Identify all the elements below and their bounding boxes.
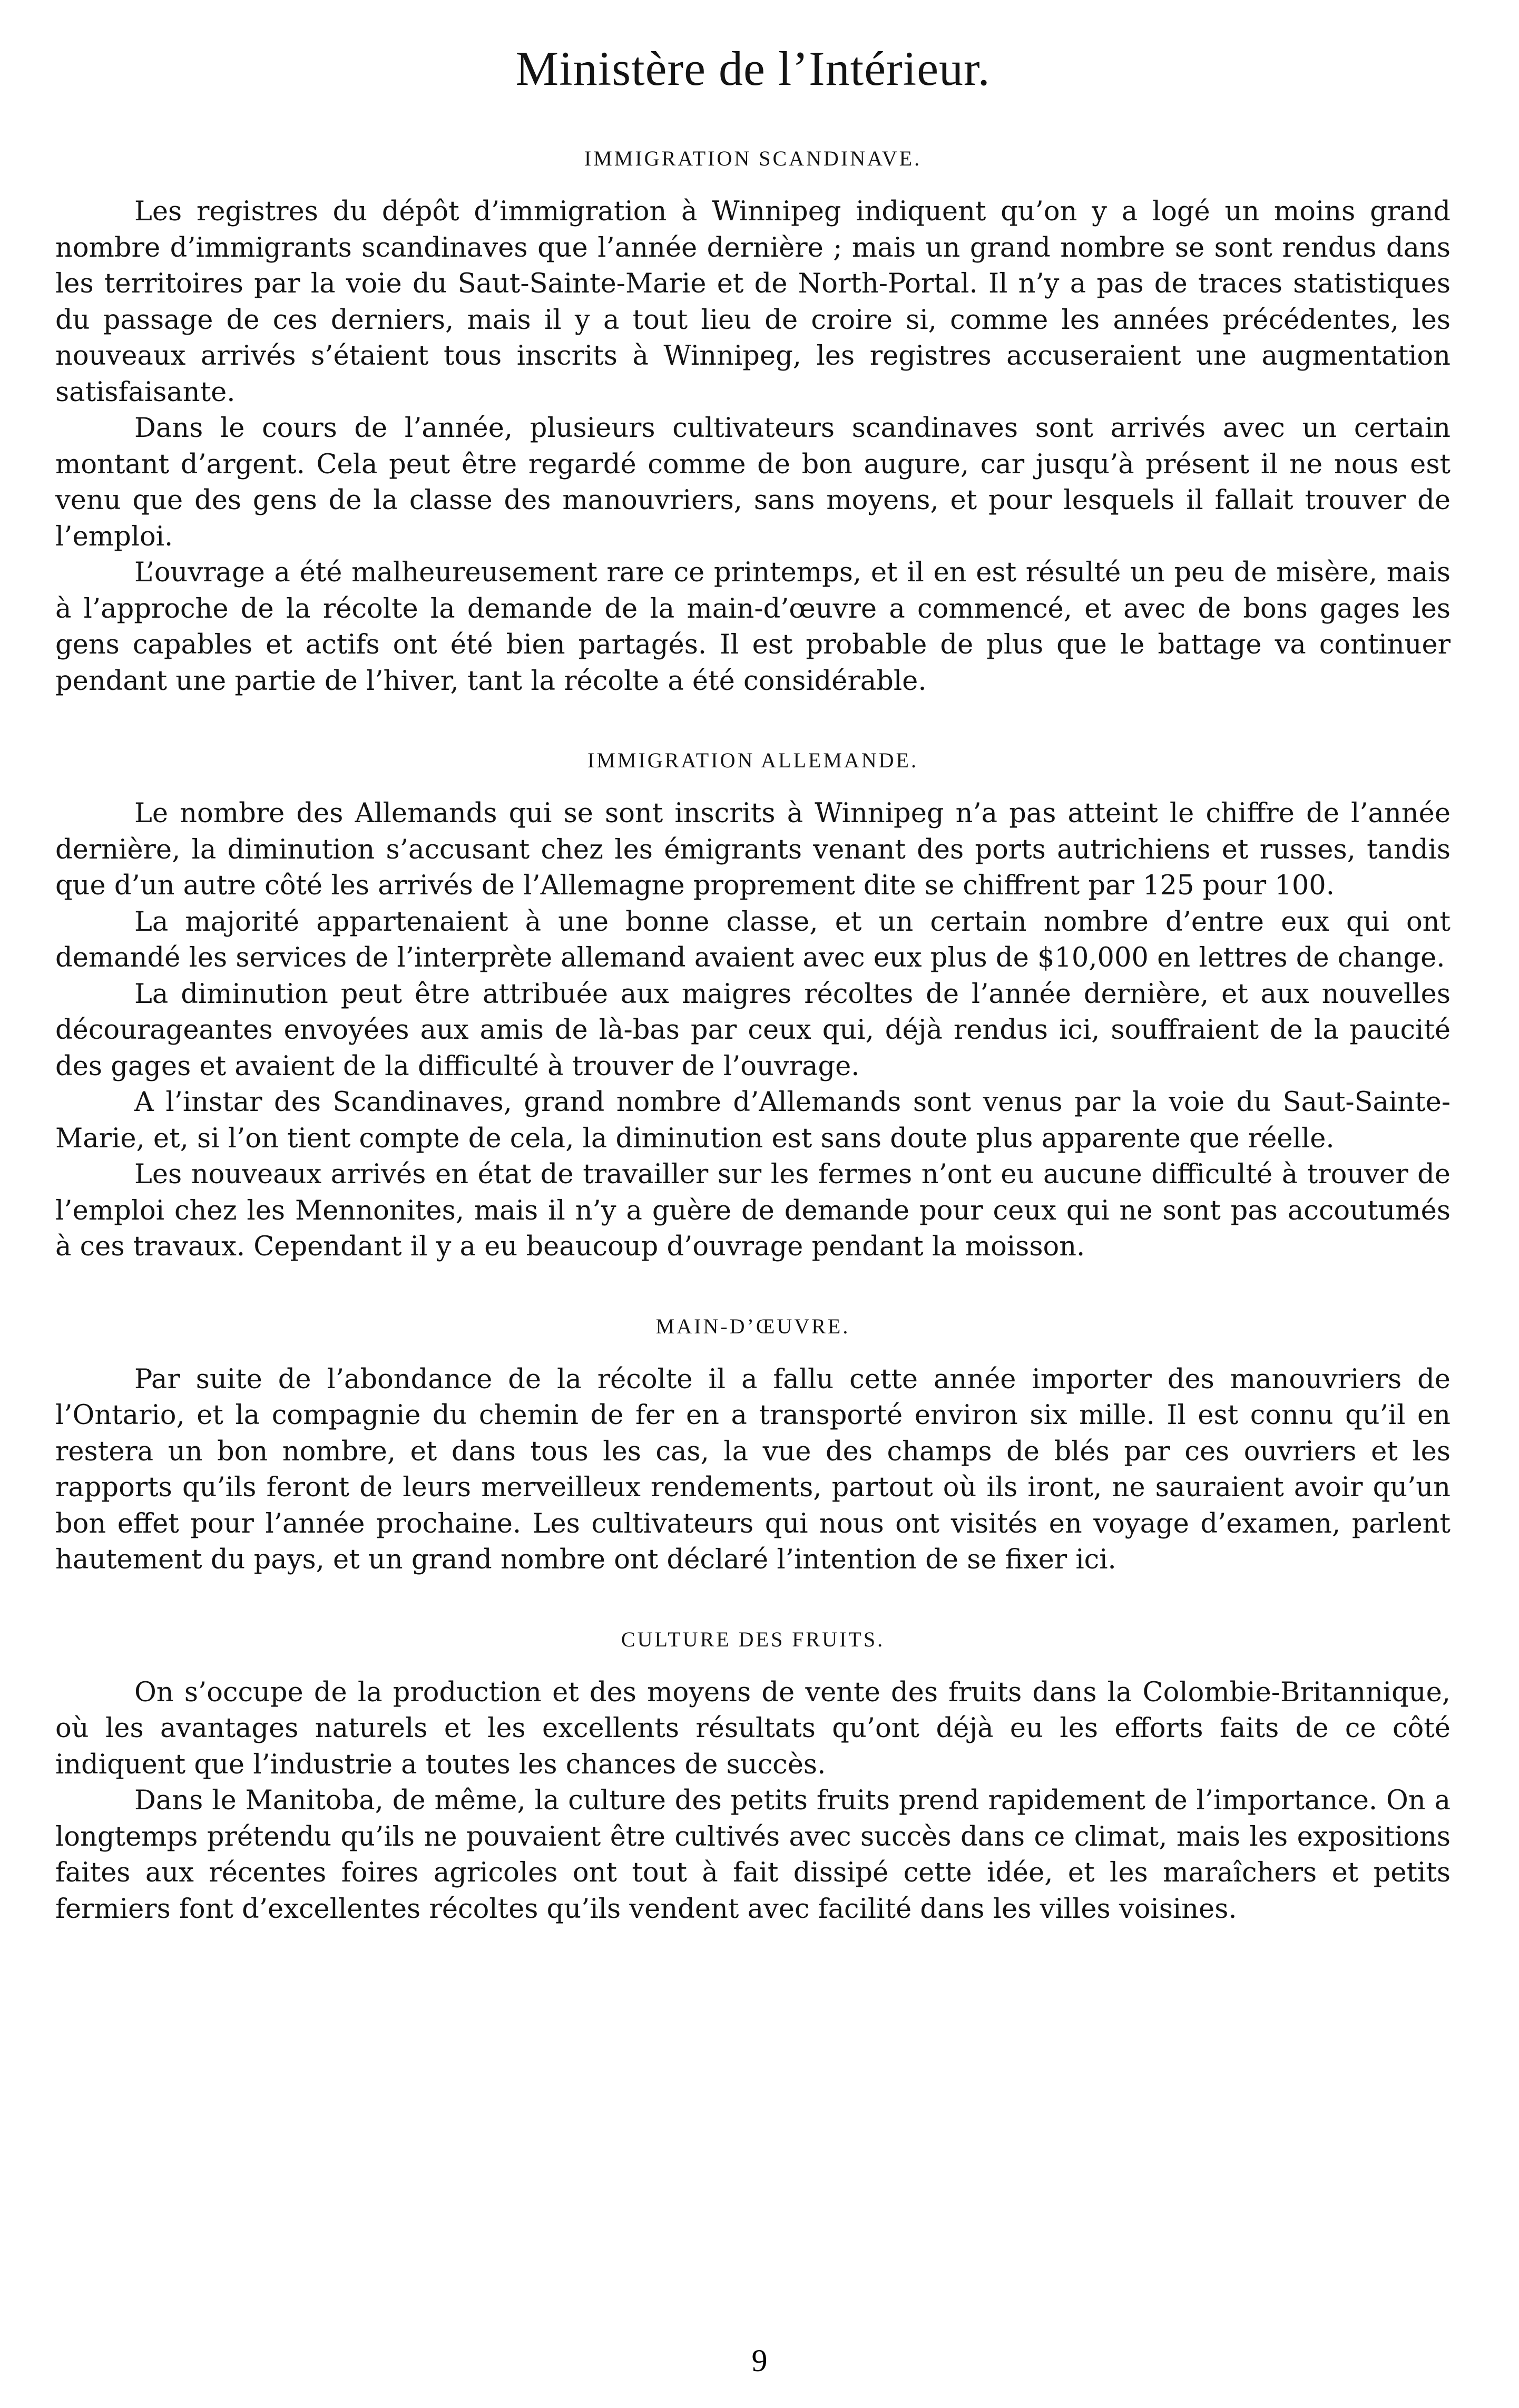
section-culture-des-fruits <box>55 1627 1451 1928</box>
paragraph: A l’instar des Scandinaves, grand nombre d’Allemands sont venus par la voie du Saut-Sainte-Marie, et, si l’on tient compte de cela, la diminution est sans doute plus apparente que réelle. <box>55 1087 1451 1154</box>
page-number: 9 <box>751 2343 768 2378</box>
section-heading: MAIN-D’ŒUVRE. <box>655 1314 850 1338</box>
running-head: Ministère de l’Intérieur. <box>515 42 991 95</box>
paragraph: L’ouvrage a été malheureusement rare ce printemps, et il en est résulté un peu de misère, mais à l’approche de la récolte la demande de la main-d’œuvre a commencé, et avec de bons gages les gens capables et actifs ont été bien partagés. Il est probable de plus que le battage va continuer pendant une partie de l’hiver, tant la récolte a été considérable. <box>55 557 1451 697</box>
paragraph: Les registres du dépôt d’immigration à Winnipeg indiquent qu’on y a logé un moins grand nombre d’immigrants scandinaves que l’année dernière ; mais un grand nombre se sont rendus dans les territoires par la voie du Saut-Sainte-Marie et de North-Portal. Il n’y a pas de traces statistiques du passage de ces derniers, mais il y a tout lieu de croire si, comme les années précédentes, les nouveaux arrivés s’étaient tous inscrits à Winnipeg, les registres accuseraient une augmentation satisfaisante. <box>55 196 1451 408</box>
section-heading: IMMIGRATION SCANDINAVE. <box>584 147 922 171</box>
paragraph: On s’occupe de la production et des moyens de vente des fruits dans la Colombie-Britannique, où les avantages naturels et les excellents résultats qu’ont déjà eu les efforts faits de ce côté indiquent que l’industrie a toutes les chances de succès. <box>55 1676 1451 1780</box>
section-heading: IMMIGRATION ALLEMANDE. <box>587 748 918 773</box>
paragraph: La majorité appartenaient à une bonne classe, et un certain nombre d’entre eux qui ont demandé les services de l’interprète allemand avaient avec eux plus de $10,000 en lettres de change. <box>55 906 1451 974</box>
paragraph: Dans le cours de l’année, plusieurs cultivateurs scandinaves sont arrivés avec un certain montant d’argent. Cela peut être regardé comme de bon augure, car jusqu’à présent il ne nous est venu que des gens de la classe des manouvriers, sans moyens, et pour lesquels il fallait trouver de l’emploi. <box>55 413 1451 552</box>
paragraph: Les nouveaux arrivés en état de travailler sur les fermes n’ont eu aucune difficulté à trouver de l’emploi chez les Mennonites, mais il n’y a guère de demande pour ceux qui ne sont pas accoutumés à ces travaux. Cependant il y a eu beaucoup d’ouvrage pendant la moisson. <box>55 1159 1451 1263</box>
paragraph: Le nombre des Allemands qui se sont inscrits à Winnipeg n’a pas atteint le chiffre de l’année dernière, la diminution s’accusant chez les émigrants venant des ports autrichiens et russes, tandis que d’un autre côté les arrivés de l’Allemagne proprement dite se chiffrent par 125 pour 100. <box>55 798 1451 902</box>
section-main-d-oeuvre <box>55 1314 1451 1578</box>
section-heading: CULTURE DES FRUITS. <box>621 1627 885 1651</box>
paragraph: Dans le Manitoba, de même, la culture des petits fruits prend rapidement de l’importance. On a longtemps prétendu qu’ils ne pouvaient être cultivés avec succès dans ce climat, mais les expositions faites aux récentes foires agricoles ont tout à fait dissipé cette idée, et les maraîchers et petits fermiers font d’excellentes récoltes qu’ils vendent avec facilité dans les villes voisines. <box>55 1785 1451 1925</box>
section-immigration-scandinave <box>55 146 1451 699</box>
paragraph: La diminution peut être attribuée aux maigres récoltes de l’année dernière, et aux nouvelles décourageantes envoyées aux amis de là-bas par ceux qui, déjà rendus ici, souffraient de la paucité des gages et avaient de la difficulté à trouver de l’ouvrage. <box>55 978 1451 1082</box>
paragraph: Par suite de l’abondance de la récolte il a fallu cette année importer des manouvriers de l’Ontario, et la compagnie du chemin de fer en a transporté environ six mille. Il est connu qu’il en restera un bon nombre, et dans tous les cas, la vue des champs de blés par ces ouvriers et les rapports qu’ils feront de leurs merveilleux rendements, partout où ils iront, ne sauraient avoir qu’un bon effet pour l’année prochaine. Les cultivateurs qui nous ont visités en voyage d’examen, parlent hautement du pays, et un grand nombre ont déclaré l’intention de se fixer ici. <box>55 1363 1451 1576</box>
section-immigration-allemande <box>55 748 1451 1265</box>
